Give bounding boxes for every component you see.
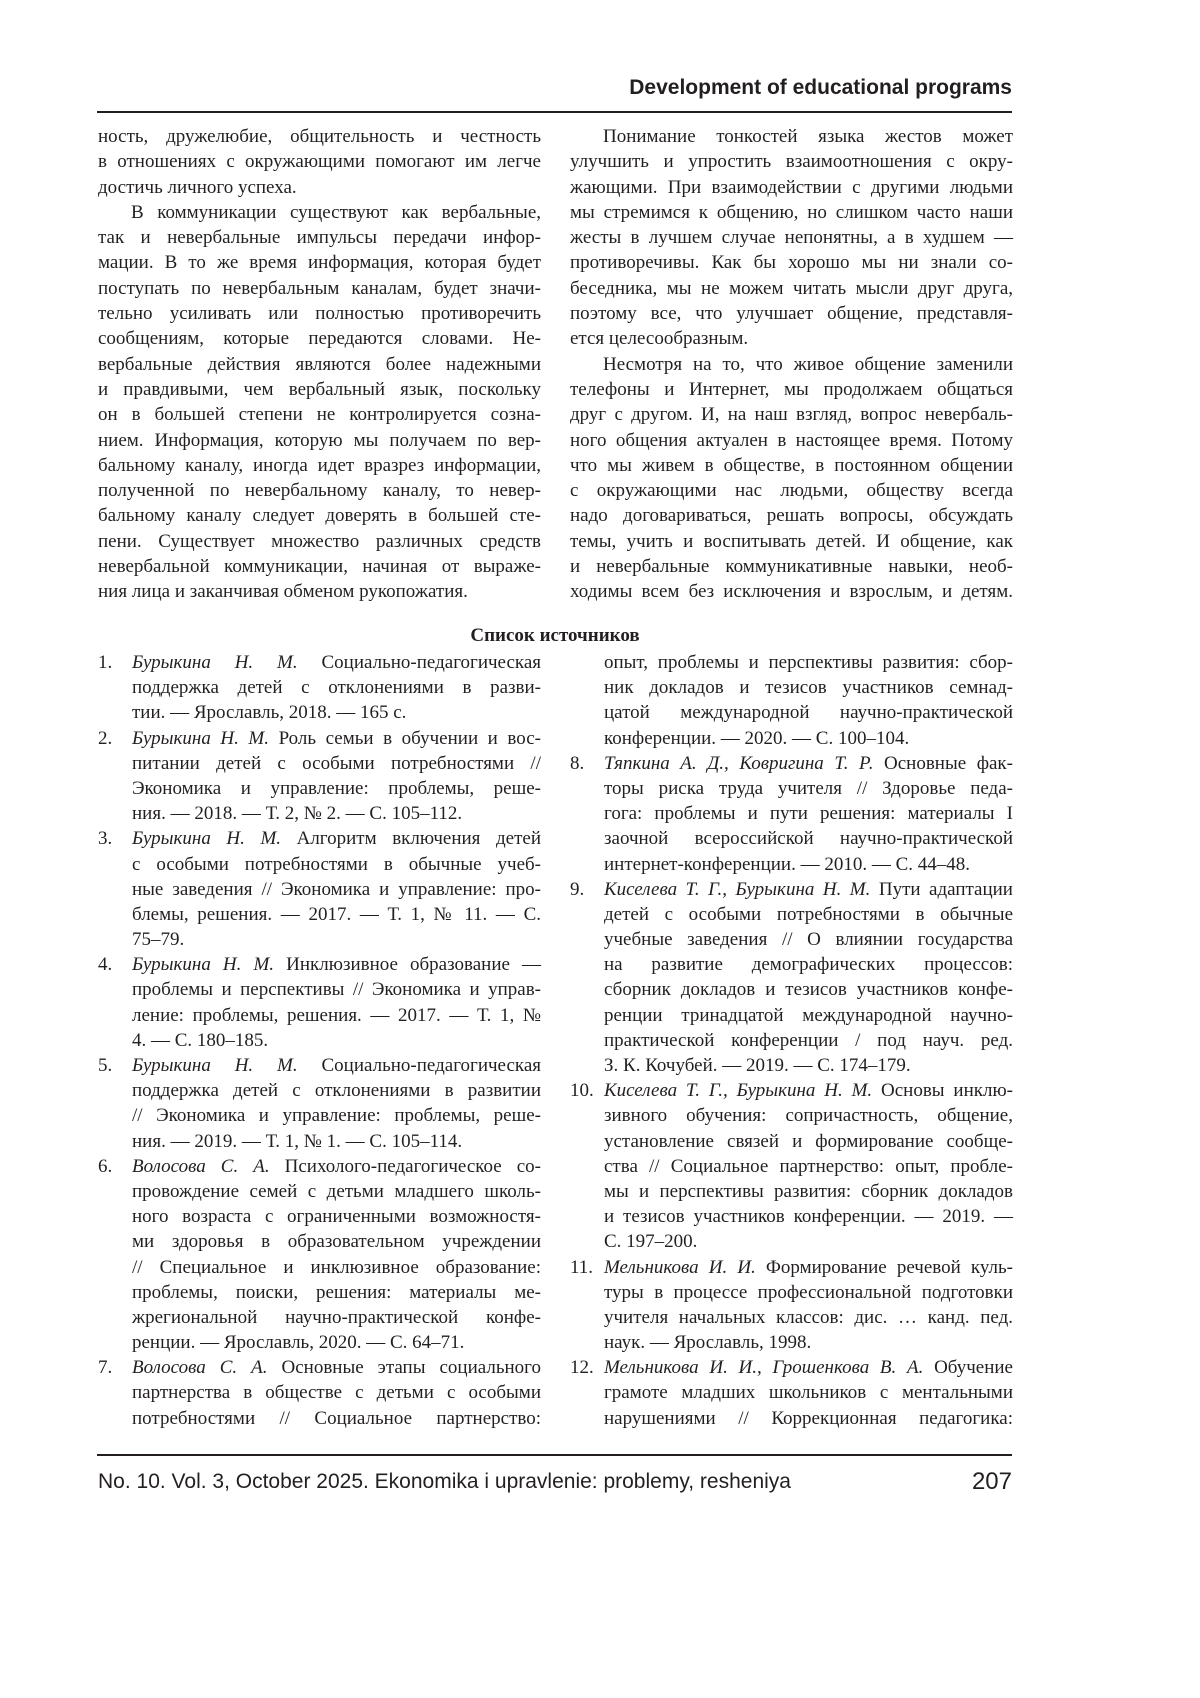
reference-text-line: ми здоровья в образовательном учреждении — [132, 1231, 541, 1253]
reference-title: Инклюзивное образование — — [274, 954, 541, 976]
references-column-right — [570, 650, 1013, 1431]
reference-title: Роль семьи в обучении и вос- — [269, 727, 541, 749]
reference-item — [570, 751, 1013, 877]
reference-author: Бурыкина Н. М. — [132, 727, 270, 749]
reference-text-line — [132, 650, 541, 675]
reference-text-line: конференции. — 2020. — С. 100–104. — [604, 727, 910, 749]
reference-title: Социально-педагогическая — [297, 1055, 542, 1076]
reference-text-line: гога: проблемы и пути решения: материалы I — [604, 803, 1013, 825]
body-text-line: тельно усиливать или полностью противоречить — [98, 303, 541, 325]
body-text-line: полученной по невербальному каналу, то невер- — [98, 480, 541, 502]
reference-title: Формирование речевой куль- — [755, 1256, 1013, 1278]
reference-author: Мельникова И. И., Грошенкова В. А. — [604, 1357, 924, 1379]
reference-text-line: 4. — С. 180–185. — [132, 1029, 269, 1051]
reference-item — [570, 1078, 1013, 1254]
body-text-line: ность, дружелюбие, общительность и честность — [98, 126, 541, 147]
body-text-line: друг с другом. И, на наш взгляд, вопрос невербаль- — [570, 404, 1013, 426]
reference-text-line: интернет-конференции. — 2010. — С. 44–48. — [604, 853, 971, 875]
reference-item — [98, 1053, 541, 1154]
reference-text-line: 75–79. — [132, 929, 185, 951]
reference-text-line: поддержка детей с отклонениями в разви- — [132, 677, 541, 699]
reference-author: Киселева Т. Г., Бурыкина Н. М. — [604, 1080, 873, 1102]
reference-text-line — [604, 1355, 1013, 1380]
reference-text-line: проблемы, поиски, решения: материалы ме- — [132, 1281, 541, 1303]
body-text-line: сообщениям, которые передаются словами. Не- — [98, 328, 541, 350]
reference-text-line: торы риска труда учителя // Здоровье педа- — [604, 777, 1013, 799]
reference-number: 5. — [98, 1055, 113, 1076]
body-text-line: поэтому все, что улучшает общение, представля- — [570, 303, 1013, 325]
reference-text-line — [132, 952, 541, 977]
body-column-left — [98, 124, 541, 605]
reference-title: Алгоритм включения детей — [281, 828, 541, 850]
reference-item — [570, 1355, 1013, 1431]
header-rule — [97, 111, 1012, 113]
reference-item — [98, 726, 541, 827]
reference-text-line: установление связей и формирование сообще- — [604, 1130, 1013, 1152]
body-text-line: в отношениях с окружающими помогают им легче — [98, 151, 541, 173]
reference-text-line: тии. — Ярославль, 2018. — 165 с. — [132, 702, 407, 724]
reference-number: 4. — [98, 954, 113, 976]
body-text-line: и невербальные коммуникативные навыки, необ- — [570, 556, 1013, 578]
reference-number: 3. — [98, 828, 113, 850]
reference-text-line: ление: проблемы, решения. — 2017. — Т. 1, № — [132, 1004, 541, 1026]
reference-number: 2. — [98, 727, 113, 749]
reference-text-line: на развитие демографических процессов: — [604, 954, 1013, 976]
reference-item — [98, 650, 541, 726]
body-text-line: мы стремимся к общению, но слишком часто наши — [570, 201, 1013, 223]
body-text-line: телефоны и Интернет, мы продолжаем общаться — [570, 378, 1013, 400]
reference-number: 6. — [98, 1155, 113, 1177]
references-heading: Список источников — [470, 625, 640, 646]
reference-text-line: питании детей с особыми потребностями // — [132, 752, 541, 774]
reference-item — [98, 826, 541, 952]
reference-text-line: С. 197–200. — [604, 1231, 698, 1253]
body-text-line: темы, учить и воспитывать детей. И общение, как — [570, 530, 1013, 552]
footer-rule — [97, 1454, 1012, 1456]
reference-text-line: блемы, решения. — 2017. — Т. 1, № 11. — С. — [132, 903, 541, 925]
reference-title: Социально-педагогическая — [297, 652, 542, 673]
body-text-line: нием. Информация, которую мы получаем по вер- — [98, 429, 541, 451]
reference-text-line: // Экономика и управление: проблемы, реше- — [132, 1105, 541, 1127]
reference-text-line: грамоте младших школьников с ментальными — [604, 1382, 1013, 1404]
reference-text-line: провождение семей с детьми младшего школь- — [132, 1180, 541, 1202]
reference-item — [570, 877, 1013, 1079]
body-text-line: невербальной коммуникации, начиная от выраже- — [98, 556, 541, 578]
reference-text-line: // Специальное и инклюзивное образование: — [132, 1256, 541, 1278]
reference-text-line: ного возраста с ограниченными возможностя- — [132, 1206, 541, 1228]
body-text-line: надо договариваться, решать вопросы, обсуждать — [570, 505, 1013, 527]
body-text-line: достичь личного успеха. — [98, 176, 297, 198]
reference-text-line: зивного обучения: сопричастность, общение, — [604, 1105, 1013, 1127]
reference-author: Волосова С. А. — [132, 1155, 270, 1177]
body-text-line: жесты в лучшем случае непонятны, а в худшем — — [570, 227, 1013, 249]
reference-text-line: практической конференции / под науч. ред. — [604, 1029, 1013, 1051]
reference-text-line: ния. — 2019. — Т. 1, № 1. — С. 105–114. — [132, 1130, 463, 1152]
reference-text-line: учителя начальных классов: дис. … канд. пед. — [604, 1306, 1013, 1328]
reference-text-line: туры в процессе профессиональной подготовки — [604, 1281, 1013, 1303]
body-text-line: ется целесообразным. — [570, 328, 749, 350]
body-text-line: Понимание тонкостей языка жестов может — [603, 126, 1013, 147]
body-text-line: с окружающими нас людьми, обществу всегда — [570, 480, 1013, 502]
reference-item — [98, 952, 541, 1053]
reference-text-line: ренции тринадцатой международной научно- — [604, 1004, 1013, 1026]
reference-title: Психолого-педагогическое со- — [269, 1155, 541, 1177]
reference-text-line — [132, 726, 541, 751]
reference-text-line — [604, 877, 1013, 902]
body-text-line: В коммуникации существуют как вербальные, — [131, 201, 541, 223]
reference-text-line — [132, 826, 541, 851]
body-text-line: противоречивы. Как бы хорошо мы ни знали со- — [570, 252, 1013, 274]
reference-title: Обучение — [923, 1357, 1013, 1379]
body-text-line: вербальные действия являются более надежными — [98, 353, 541, 375]
body-column-right — [570, 124, 1013, 605]
reference-text-line: ные заведения // Экономика и управление: про- — [132, 878, 541, 900]
reference-text-line — [132, 1355, 541, 1380]
reference-text-line: нарушениями // Коррекционная педагогика: — [604, 1407, 1013, 1429]
reference-number: 8. — [570, 752, 585, 774]
body-text-line: поступать по невербальным каналам, будет значи- — [98, 277, 541, 299]
reference-text-line: З. К. Кочубей. — 2019. — С. 174–179. — [604, 1055, 911, 1076]
page-number: 207 — [971, 1468, 1012, 1495]
reference-text-line: заочной всероссийской научно-практической — [604, 828, 1013, 850]
reference-text-line: наук. — Ярославль, 1998. — [604, 1332, 812, 1354]
reference-item — [98, 1355, 541, 1431]
reference-title: Пути адаптации — [870, 878, 1013, 900]
reference-author: Волосова С. А. — [132, 1357, 268, 1379]
reference-author: Мельникова И. И. — [604, 1256, 756, 1278]
reference-author: Бурыкина Н. М. — [132, 1055, 298, 1076]
footer-citation: No. 10. Vol. 3, October 2025. Ekonomika i upravlenie: problemy, resheniya — [98, 1470, 791, 1493]
running-head-title: Development of educational programs — [629, 76, 1012, 99]
body-text-line: Несмотря на то, что живое общение заменили — [603, 353, 1013, 375]
body-text-line: бальному каналу следует доверять в большей сте- — [98, 505, 541, 527]
reference-number: 11. — [570, 1256, 594, 1278]
reference-text-line: проблемы и перспективы // Экономика и управ- — [132, 979, 541, 1001]
reference-number: 10. — [570, 1080, 594, 1102]
reference-author: Бурыкина Н. М. — [132, 954, 275, 976]
reference-item — [570, 1255, 1013, 1356]
reference-text-line: цатой международной научно-практической — [604, 702, 1013, 724]
reference-text-line — [604, 1078, 1013, 1103]
reference-number: 12. — [570, 1357, 594, 1379]
reference-number: 9. — [570, 878, 585, 900]
reference-text-line — [132, 1154, 541, 1179]
reference-item — [570, 650, 1013, 751]
footer — [98, 1470, 1012, 1494]
reference-text-line: с особыми потребностями в обычные учеб- — [132, 853, 541, 875]
references-column-left — [98, 650, 541, 1431]
reference-text-line: мы и перспективы развития: сборник докладов — [604, 1180, 1013, 1202]
reference-text-line: сборник докладов и тезисов участников конфе- — [604, 979, 1013, 1001]
body-text-line: мации. В то же время информация, которая будет — [98, 252, 541, 274]
reference-title: Основы инклю- — [872, 1080, 1013, 1102]
reference-text-line: Экономика и управление: проблемы, реше- — [132, 777, 541, 799]
reference-text-line: поддержка детей с отклонениями в развитии — [132, 1080, 541, 1102]
reference-text-line: ник докладов и тезисов участников семнад- — [604, 677, 1013, 699]
reference-number: 1. — [98, 652, 113, 673]
reference-text-line: детей с особыми потребностями в обычные — [604, 903, 1013, 925]
reference-item — [98, 1154, 541, 1356]
body-text-line: ния лица и заканчивая обменом рукопожатия. — [98, 581, 468, 603]
body-text-line: ного общения актуален в настоящее время. Потому — [570, 429, 1013, 451]
body-text-line: жающими. При взаимодействии с другими людьми — [570, 176, 1013, 198]
reference-number: 7. — [98, 1357, 113, 1379]
body-text-line: и правдивыми, чем вербальный язык, поскольку — [98, 378, 541, 400]
body-text-line: бальному каналу, иногда идет вразрез информации, — [98, 454, 541, 476]
body-text-line: беседника, мы не можем читать мысли друг друга, — [570, 277, 1013, 299]
body-text-line: пени. Существует множество различных средств — [98, 530, 541, 552]
reference-author: Киселева Т. Г., Бурыкина Н. М. — [604, 878, 871, 900]
body-text-line: улучшить и упростить взаимоотношения с окру- — [570, 151, 1013, 173]
reference-text-line: и тезисов участников конференции. — 2019. — — [604, 1206, 1013, 1228]
reference-title: Основные этапы социального — [267, 1357, 541, 1379]
reference-author: Бурыкина Н. М. — [132, 652, 298, 673]
body-text-line: так и невербальные импульсы передачи инфор- — [98, 227, 541, 249]
reference-text-line — [132, 1053, 541, 1078]
reference-text-line: опыт, проблемы и перспективы развития: сбор- — [604, 652, 1013, 673]
body-text-line: что мы живем в обществе, в постоянном общении — [570, 454, 1013, 476]
reference-text-line: ренции. — Ярославль, 2020. — С. 64–71. — [132, 1332, 465, 1354]
reference-text-line: партнерства в обществе с детьми с особыми — [132, 1382, 541, 1404]
reference-text-line: учебные заведения // О влиянии государства — [604, 929, 1013, 951]
reference-text-line — [604, 1255, 1013, 1280]
reference-text-line: ства // Социальное партнерство: опыт, пробле- — [604, 1155, 1013, 1177]
reference-text-line: потребностями // Социальное партнерство: — [132, 1407, 541, 1429]
body-text-line: ходимы всем без исключения и взрослым, и детям. — [570, 581, 1013, 603]
reference-text-line — [604, 751, 1013, 776]
body-text-line: он в большей степени не контролируется созна- — [98, 404, 541, 426]
reference-author: Тяпкина А. Д., Ковригина Т. Р. — [604, 752, 874, 774]
reference-title: Основные фак- — [873, 752, 1013, 774]
reference-text-line: жрегиональной научно-практической конфе- — [132, 1306, 541, 1328]
reference-text-line: ния. — 2018. — Т. 2, № 2. — С. 105–112. — [132, 803, 463, 825]
reference-author: Бурыкина Н. М. — [132, 828, 282, 850]
